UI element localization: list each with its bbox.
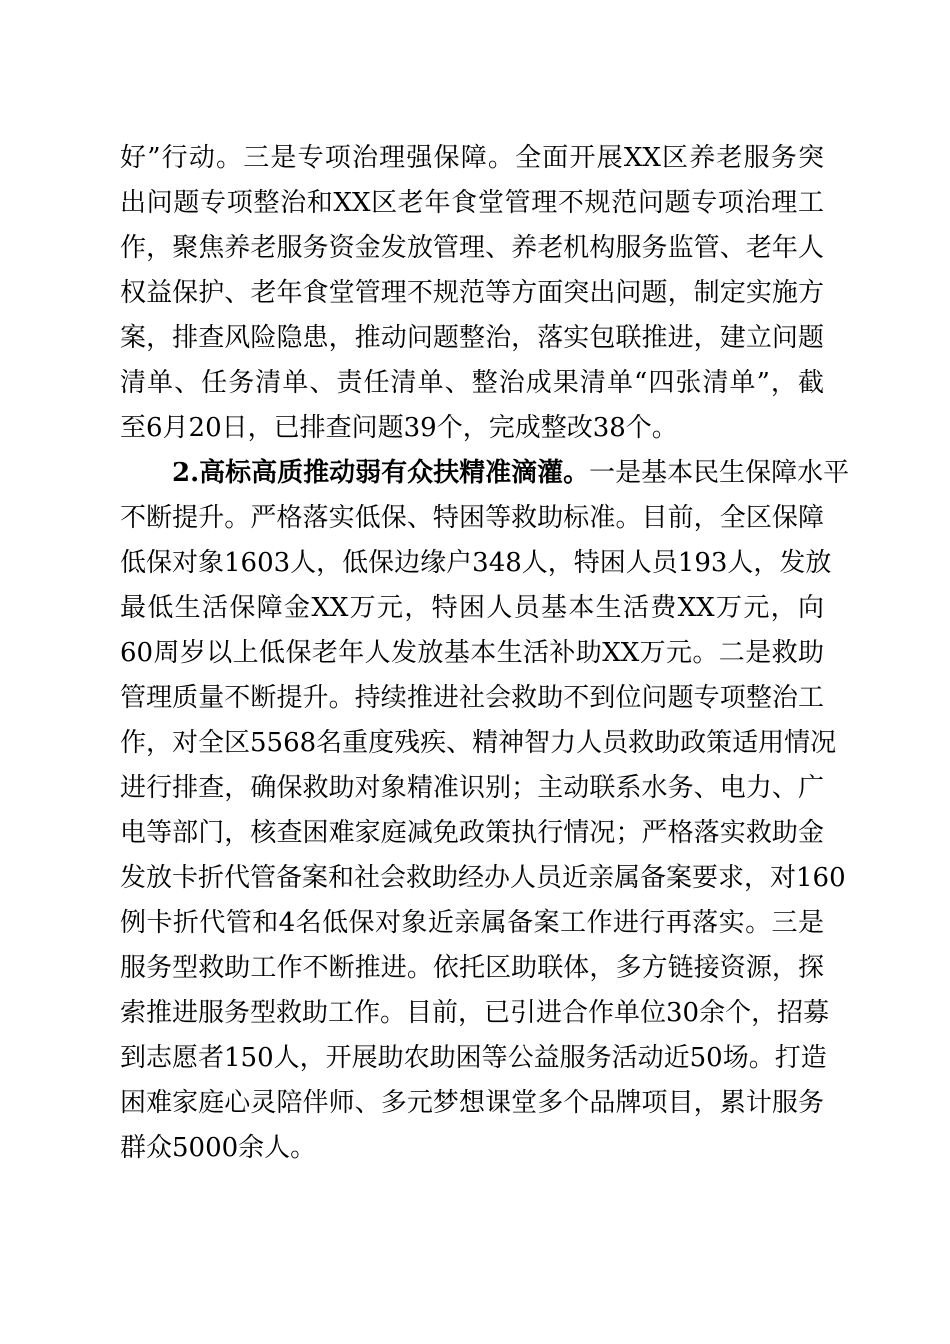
- paragraph-2-line-5: 60周岁以上低保老年人发放基本生活补助XX万元。二是救助: [120, 638, 824, 668]
- paragraph-2-line-2: 不断提升。严格落实低保、特困等救助标准。目前，全区保障: [120, 503, 824, 533]
- paragraph-2-line-3: 低保对象1603人，低保边缘户348人，特困人员193人，发放: [120, 548, 832, 578]
- paragraph-1-line-5: 案，排查风险隐患，推动问题整治，落实包联推进，建立问题: [120, 323, 824, 353]
- paragraph-1-line-1: 好”行动。三是专项治理强保障。全面开展XX区养老服务突: [120, 143, 824, 173]
- paragraph-1-line-6: 清单、任务清单、责任清单、整治成果清单“四张清单”，截: [120, 368, 824, 398]
- paragraph-2-line-10: 发放卡折代管备案和社会救助经办人员近亲属备案要求，对160: [120, 863, 846, 893]
- paragraph-1-line-4: 权益保护、老年食堂管理不规范等方面突出问题，制定实施方: [120, 278, 824, 308]
- paragraph-2-line-11: 例卡折代管和4名低保对象近亲属备案工作进行再落实。三是: [120, 908, 824, 938]
- section-heading: 2.高标高质推动弱有众扶精准滴灌。: [172, 458, 590, 488]
- paragraph-2-line-7: 作，对全区5568名重度残疾、精神智力人员救助政策适用情况: [120, 728, 837, 758]
- paragraph-2-first-line-text: 一是基本民生保障水平: [589, 458, 850, 488]
- paragraph-2-line-4: 最低生活保障金XX万元，特困人员基本生活费XX万元，向: [120, 593, 824, 623]
- paragraph-2-line-12: 服务型救助工作不断推进。依托区助联体，多方链接资源，探: [120, 953, 824, 983]
- paragraph-2-line-6: 管理质量不断提升。持续推进社会救助不到位问题专项整治工: [120, 683, 824, 713]
- paragraph-1-line-2: 出问题专项整治和XX区老年食堂管理不规范问题专项治理工: [120, 188, 824, 218]
- paragraph-1-line-3: 作，聚焦养老服务资金发放管理、养老机构服务监管、老年人: [120, 233, 824, 263]
- paragraph-2-line-13: 索推进服务型救助工作。目前，已引进合作单位30余个，招募: [120, 998, 830, 1028]
- paragraph-2-line-9: 电等部门，核查困难家庭减免政策执行情况；严格落实救助金: [120, 818, 824, 848]
- paragraph-2-line-8: 进行排查，确保救助对象精准识别；主动联系水务、电力、广: [120, 773, 824, 803]
- paragraph-2-line-14: 到志愿者150人，开展助农助困等公益服务活动近50场。打造: [120, 1043, 827, 1073]
- paragraph-1-line-7: 至6月20日，已排查问题39个，完成整改38个。: [120, 413, 678, 443]
- paragraph-2-first-line: [172, 451, 850, 495]
- paragraph-2-line-15: 困难家庭心灵陪伴师、多元梦想课堂多个品牌项目，累计服务: [120, 1088, 824, 1118]
- paragraph-2-line-16: 群众5000余人。: [120, 1133, 317, 1163]
